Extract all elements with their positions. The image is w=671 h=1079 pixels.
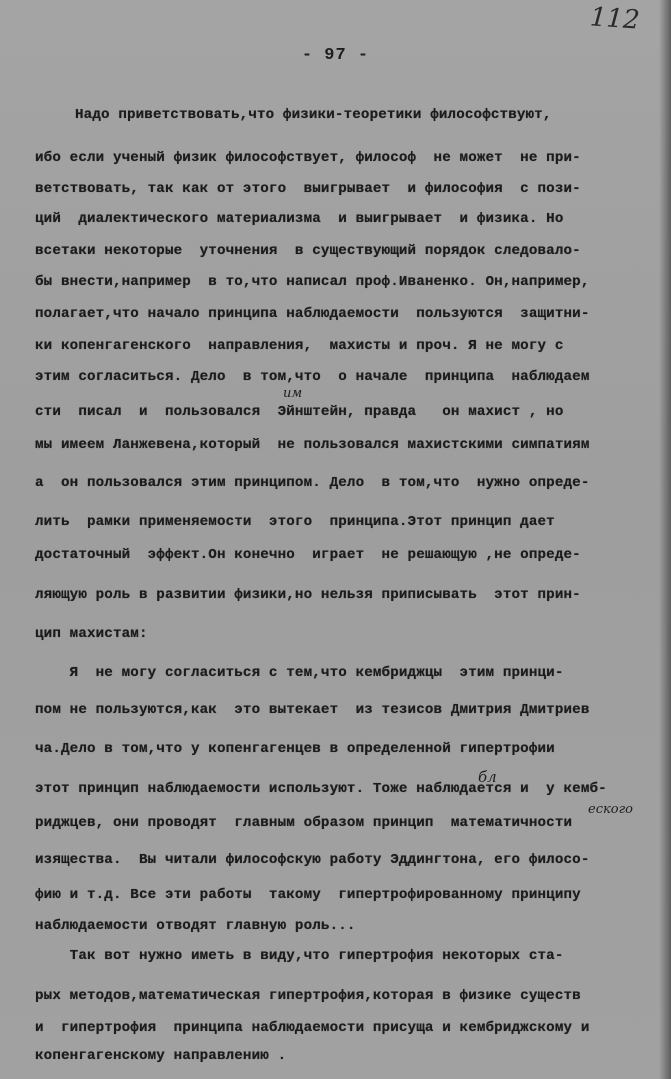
text-line: пом не пользуются,как это вытекает из тезисов Дмитрия Дмитриев [35, 702, 590, 718]
handwritten-insertion: бл [478, 768, 497, 786]
text-line: ибо если ученый физик философствует, философ не может не при- [35, 150, 581, 166]
text-line: а он пользовался этим принципом. Дело в том,что нужно опреде- [35, 475, 590, 491]
text-line: Так вот нужно иметь в виду,что гипертрофия некоторых ста- [35, 948, 564, 964]
text-line: ки копенгагенского направления, махисты и проч. Я не могу с [35, 338, 564, 354]
text-line: риджцев, они проводят главным образом принцип математичности [35, 815, 573, 831]
text-line: и гипертрофия принципа наблюдаемости присуща и кембриджскому и [35, 1020, 590, 1036]
handwritten-insertion: им [283, 386, 303, 401]
text-line: полагает,что начало принципа наблюдаемости пользуются защитни- [35, 306, 590, 322]
handwritten-insertion: еского [588, 802, 633, 817]
handwritten-page-number: 112 [589, 2, 641, 36]
text-line: этот принцип наблюдаемости используют. Тоже наблюдается и у кемб- [35, 781, 607, 797]
text-line: достаточный эффект.Он конечно играет не решающую ,не опреде- [35, 547, 581, 563]
text-line: изящества. Вы читали философскую работу Эддингтона, его филосо- [35, 852, 590, 868]
text-line: мы имеем Ланжевена,который не пользовался махистскими симпатиям [35, 437, 590, 453]
text-line: ветствовать, так как от этого выигрывает и философия с пози- [35, 181, 581, 197]
text-line: фию и т.д. Все эти работы такому гипертрофированному принципу [35, 887, 581, 903]
typed-page-number: - 97 - [301, 46, 370, 65]
page-edge-shadow [659, 0, 671, 1079]
text-line: ча.Дело в том,что у копенгагенцев в определенной гипертрофии [35, 741, 555, 757]
text-line: копенгагенскому направлению . [35, 1048, 287, 1064]
text-line: бы внести,например в то,что написал проф.Иваненко. Он,например, [35, 274, 590, 290]
text-line: Я не могу согласиться с тем,что кембриджцы этим принци- [35, 665, 564, 681]
text-line: ций диалектического материализма и выигрывает и физика. Но [35, 211, 564, 227]
text-line: рых методов,математическая гипертрофия,которая в физике существ [35, 988, 581, 1004]
text-line: сти писал и пользовался Эйнштейн, правда он махист , но [35, 404, 564, 420]
text-line: лить рамки применяемости этого принципа.Этот принцип дает [35, 514, 555, 530]
text-line: Надо приветствовать,что физики-теоретики философствуют, [75, 107, 552, 123]
text-line: наблюдаемости отводят главную роль... [35, 918, 356, 934]
text-line: ляющую роль в развитии физики,но нельзя приписывать этот прин- [35, 587, 581, 603]
text-line: цип махистам: [35, 626, 148, 642]
text-line: этим согласиться. Дело в том,что о начале принципа наблюдаем [35, 369, 590, 385]
text-line: всетаки некоторые уточнения в существующий порядок следовало- [35, 243, 581, 259]
